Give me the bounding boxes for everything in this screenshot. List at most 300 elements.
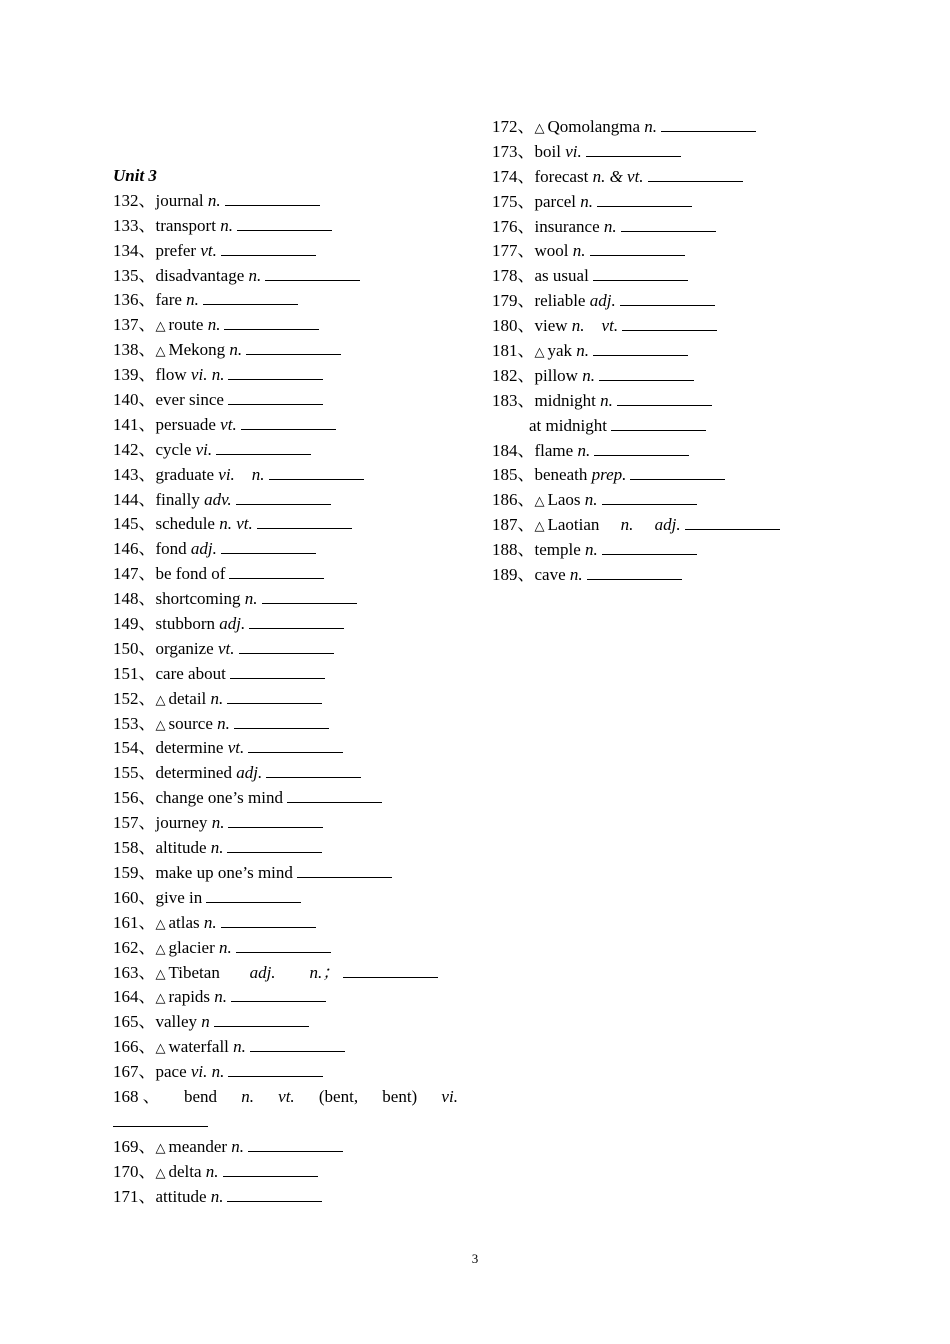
answer-blank[interactable] [239,639,334,654]
answer-blank[interactable] [227,1187,322,1202]
item-word: delta [168,1161,202,1181]
item-word: journey [155,813,208,833]
vocab-item-146 [113,537,463,562]
item-separator: 、 [138,414,156,434]
item-word: rapids [168,987,211,1007]
item-pos: n. [572,241,586,261]
answer-blank[interactable] [237,216,332,231]
item-word: ever since [155,390,224,410]
vocab-item-164 [113,985,463,1010]
answer-blank[interactable] [685,515,780,530]
vocab-item-159 [113,861,463,886]
item-word: glacier [168,937,215,957]
item-number: 181 [492,341,518,361]
vocab-item-166 [113,1035,463,1060]
vocab-item-141 [113,413,463,438]
item-separator: 、 [517,490,535,510]
answer-blank[interactable] [602,540,697,555]
item-word: temple [534,540,581,560]
item-separator: 、 [138,514,156,534]
answer-blank[interactable] [597,192,692,207]
item-number: 186 [492,490,518,510]
item-word: detail [168,688,207,708]
item-number: 188 [492,540,518,560]
item-pos: n. [217,713,230,733]
answer-blank[interactable] [221,539,316,554]
item-number: 133 [113,215,139,235]
item-number: 178 [492,266,518,286]
item-number: 176 [492,216,518,236]
item-pos: n. [584,490,598,510]
answer-blank[interactable] [297,863,392,878]
item-separator: 、 [138,663,156,683]
vocab-item-135 [113,264,463,289]
item-separator: 、 [138,738,156,758]
answer-blank[interactable] [236,938,331,953]
item-number: 167 [113,1062,139,1082]
vocab-item-152 [113,687,463,712]
item-word: atlas [168,912,200,932]
answer-blank[interactable] [343,963,438,978]
item-word: pillow [534,365,578,385]
answer-blank[interactable] [221,913,316,928]
vocab-item-147 [113,562,463,587]
left-column [113,164,463,1209]
answer-blank[interactable] [228,390,323,405]
vocab-item-169 [113,1135,463,1160]
item-separator: 、 [517,141,535,161]
item-pos: n. vt. [219,514,253,534]
item-pos: n. [211,813,225,833]
item-separator: 、 [138,589,156,609]
vocab-item-162 [113,936,463,961]
vocab-item-155 [113,761,463,786]
triangle-icon: △ [534,519,545,535]
item-word: pace [155,1062,187,1082]
answer-blank[interactable] [248,1137,343,1152]
answer-blank[interactable] [246,340,341,355]
item-separator: 、 [517,117,535,136]
vocab-item-172 [492,115,822,140]
item-number: 187 [492,515,518,535]
item-number: 159 [113,862,139,882]
vocab-item-143 [113,463,463,488]
vocab-item-165 [113,1010,463,1035]
item-word: Tibetan [168,962,220,982]
answer-blank[interactable] [248,738,343,753]
answer-blank[interactable] [234,714,329,729]
vocab-item-151 [113,662,463,687]
item-separator: 、 [138,215,156,235]
item-number: 140 [113,390,139,410]
item-word: make up one’s mind [155,862,293,882]
item-separator: 、 [138,912,156,932]
vocab-item-173 [492,140,822,165]
item-word: attitude [155,1186,207,1206]
answer-blank[interactable] [630,465,725,480]
item-pos: vi. [195,439,213,459]
item-number: 154 [113,738,139,758]
answer-blank[interactable] [249,614,344,629]
answer-blank[interactable] [225,191,320,206]
answer-blank[interactable] [221,241,316,256]
item-word: transport [155,215,216,235]
item-separator: 、 [138,638,156,658]
item-number: 132 [113,190,139,210]
item-pos: n. [576,341,590,361]
item-pos: n. vt. [571,316,619,336]
vocab-item-175 [492,190,822,215]
answer-blank[interactable] [227,689,322,704]
item-pos: n. [203,912,217,932]
item-number: 152 [113,688,139,708]
item-number: 134 [113,240,139,260]
answer-blank[interactable] [257,514,352,529]
answer-blank[interactable] [648,167,743,182]
item-word: fond [155,539,187,559]
item-pos: n. [186,290,199,310]
answer-blank[interactable] [661,117,756,132]
answer-blank[interactable] [602,490,697,505]
answer-blank[interactable] [227,838,322,853]
item-word: be fond of [155,564,226,584]
item-word: schedule [155,514,215,534]
answer-blank[interactable] [622,316,717,331]
item-word: give in [155,887,203,907]
answer-blank[interactable] [265,266,360,281]
item-number: 135 [113,265,139,285]
answer-blank[interactable] [250,1037,345,1052]
item-number: 145 [113,514,139,534]
right-vocab-list [492,115,822,588]
item-word: yak [547,341,573,361]
item-separator: 、 [517,241,535,261]
item-number: 143 [113,464,139,484]
item-word: valley [155,1012,198,1032]
item-number: 189 [492,565,518,585]
item-number: 158 [113,838,139,858]
item-number: 139 [113,365,139,385]
item-separator: 、 [517,191,535,211]
item-separator: 、 [138,365,156,385]
item-word: prefer [155,240,197,260]
item-number: 169 [113,1136,139,1156]
vocab-item-176 [492,215,822,240]
triangle-icon: △ [534,345,545,361]
answer-blank[interactable] [214,1012,309,1027]
item-pos: adj. [219,614,246,634]
vocab-item-140 [113,388,463,413]
answer-blank[interactable] [586,142,681,157]
vocab-item-133 [113,214,463,239]
item-number: 157 [113,813,139,833]
item-pos: n [201,1012,210,1032]
vocab-item-168: 168 、 bend n. vt. (bent, bent) vi. [113,1085,458,1110]
answer-blank[interactable] [229,564,324,579]
item-number: 182 [492,365,518,385]
answer-blank[interactable] [113,1112,208,1127]
vocab-item-158 [113,836,463,861]
answer-blank-168[interactable] [113,1110,463,1135]
item-separator: 、 [138,838,156,858]
item-word: parcel [534,191,577,211]
item-pos: n. [244,589,258,609]
right-column [492,115,822,588]
answer-blank[interactable] [593,341,688,356]
vocab-item-178 [492,264,822,289]
triangle-icon: △ [155,966,166,982]
item-number: 150 [113,638,139,658]
answer-blank[interactable] [266,763,361,778]
item-separator: 、 [138,813,156,833]
triangle-icon: △ [155,319,166,335]
left-vocab-list-after [113,1135,463,1210]
item-forms: bent) [382,1086,418,1106]
answer-blank[interactable] [224,315,319,330]
item-number: 149 [113,614,139,634]
vocab-item-142 [113,438,463,463]
item-separator: 、 [138,862,156,882]
item-pos: n. [219,937,232,957]
vocab-item-157 [113,811,463,836]
answer-blank[interactable] [228,365,323,380]
item-number: 168 [113,1086,139,1106]
item-separator: 、 [138,987,156,1007]
item-pos: n. [205,1161,219,1181]
item-number: 136 [113,290,139,310]
triangle-icon: △ [155,916,166,932]
item-number: 161 [113,912,139,932]
item-word: organize [155,638,214,658]
item-word: bend [183,1086,217,1106]
vocab-item-171 [113,1185,463,1210]
item-pos: n. [248,265,262,285]
answer-blank[interactable] [587,565,682,580]
item-pos: adj. [190,539,217,559]
answer-blank[interactable] [599,366,694,381]
answer-blank[interactable] [594,441,689,456]
item-separator: 、 [138,887,156,907]
vocab-item-160 [113,886,463,911]
item-separator: 、 [517,365,535,385]
item-separator: 、 [138,937,156,957]
item-pos: n. [582,365,595,385]
vocab-item-150 [113,637,463,662]
item-separator: 、 [517,166,535,186]
answer-blank[interactable] [203,290,298,305]
item-separator: 、 [517,266,535,286]
item-separator: 、 [138,315,156,335]
triangle-icon: △ [534,121,545,136]
item-separator: 、 [138,788,156,808]
item-word: view [534,316,568,336]
answer-blank[interactable] [223,1162,318,1177]
vocab-item-185 [492,463,822,488]
item-number: 153 [113,713,139,733]
item-word: finally [155,489,200,509]
vocab-item [492,414,822,439]
item-number: 166 [113,1037,139,1057]
item-pos: n. [207,190,221,210]
item-pos: n. [214,987,228,1007]
answer-blank[interactable] [617,391,712,406]
item-pos: adj. [589,291,616,311]
item-pos: vt. [200,240,217,260]
item-separator: 、 [517,390,535,410]
item-separator: 、 [138,1062,156,1082]
item-separator: 、 [138,439,156,459]
answer-blank[interactable] [206,888,301,903]
item-separator: 、 [517,216,535,236]
item-word: reliable [534,291,586,311]
item-pos: n. [644,117,658,136]
vocab-item-189 [492,563,822,588]
item-number: 137 [113,315,139,335]
page-number: 3 [471,1251,479,1266]
item-pos: n. [241,1086,254,1106]
item-separator: 、 [517,341,535,361]
item-separator: 、 [138,1161,156,1181]
item-word: source [168,713,213,733]
triangle-icon: △ [155,1041,166,1057]
answer-blank[interactable] [241,415,336,430]
item-number: 174 [492,166,518,186]
vocab-item-153 [113,712,463,737]
item-separator: 、 [138,1012,156,1032]
vocab-item-170 [113,1160,463,1185]
item-pos: n. [233,1037,246,1057]
item-word: journal [155,190,204,210]
item-word: wool [534,241,569,261]
item-separator: 、 [138,564,156,584]
vocab-item-186 [492,488,822,513]
answer-blank[interactable] [230,664,325,679]
item-separator: 、 [138,1136,156,1156]
item-pos: n. [229,340,243,360]
vocab-item-163 [113,961,463,986]
item-separator: 、 [138,1186,156,1206]
item-separator: 、 [517,515,535,535]
triangle-icon: △ [155,941,166,957]
answer-blank[interactable] [262,589,357,604]
item-pos: vt. [217,638,235,658]
vocab-item-187 [492,513,822,538]
vocab-item-161 [113,911,463,936]
answer-blank[interactable] [621,217,716,232]
vocab-item-182 [492,364,822,389]
item-pos: adj. [236,763,263,783]
answer-blank[interactable] [236,490,331,505]
answer-blank[interactable] [590,241,685,256]
vocab-item-136 [113,288,463,313]
answer-blank[interactable] [216,440,311,455]
item-number: 142 [113,439,139,459]
item-number: 163 [113,962,139,982]
item-word: altitude [155,838,207,858]
item-pos: vi. [441,1086,458,1106]
answer-blank[interactable] [593,266,688,281]
item-number: 177 [492,241,518,261]
item-pos: n. [603,216,617,236]
item-number: 183 [492,390,518,410]
item-separator: 、 [138,340,156,360]
item-word: insurance [534,216,600,236]
vocab-item-181 [492,339,822,364]
answer-blank[interactable] [269,465,364,480]
item-pos: n. [210,1186,224,1206]
vocab-item-144 [113,488,463,513]
triangle-icon: △ [534,494,545,510]
item-number: 148 [113,589,139,609]
item-pos: n. & vt. [592,166,644,186]
vocab-item-137 [113,313,463,338]
triangle-icon: △ [155,991,166,1007]
vocab-item-154 [113,736,463,761]
item-pos: n. [569,565,583,585]
vocab-item-183 [492,389,822,414]
item-word: disadvantage [155,265,245,285]
item-number: 171 [113,1186,139,1206]
item-number: 147 [113,564,139,584]
item-word: forecast [534,166,589,186]
vocab-item-132 [113,189,463,214]
vocab-item-179 [492,289,822,314]
answer-blank[interactable] [287,788,382,803]
item-number: 144 [113,489,139,509]
vocab-item-148 [113,587,463,612]
item-number: 141 [113,414,139,434]
item-separator: 、 [138,688,156,708]
answer-blank[interactable] [611,416,706,431]
item-number: 155 [113,763,139,783]
answer-blank[interactable] [231,987,326,1002]
item-word: change one’s mind [155,788,283,808]
item-pos: vt. [278,1086,295,1106]
answer-blank[interactable] [228,813,323,828]
item-word: midnight [534,390,596,410]
vocab-item-174 [492,165,822,190]
item-number: 170 [113,1161,139,1181]
vocab-item-138 [113,338,463,363]
vocab-item-156 [113,786,463,811]
vocab-item-167 [113,1060,463,1085]
item-separator: 、 [138,1037,156,1057]
item-word: Laotian [547,515,600,535]
unit-title: Unit 3 [113,166,157,185]
vocab-item-180 [492,314,822,339]
item-pos: n. [220,215,233,235]
item-separator: 、 [138,190,156,210]
item-number: 172 [492,117,518,136]
item-pos: n. [585,540,598,560]
vocab-item-134 [113,239,463,264]
answer-blank[interactable] [228,1062,323,1077]
item-pos: vi. n. [190,365,225,385]
answer-blank[interactable] [620,291,715,306]
item-word: cycle [155,439,192,459]
item-word: flame [534,440,574,460]
item-word: determined [155,763,232,783]
item-number: 138 [113,340,139,360]
item-separator: 、 [138,763,156,783]
item-pos: vi. [565,141,582,161]
item-word: cave [534,565,566,585]
item-pos: n. [210,838,224,858]
vocab-item-184 [492,439,822,464]
item-word: Laos [547,490,581,510]
item-word: determine [155,738,224,758]
item-word: flow [155,365,187,385]
